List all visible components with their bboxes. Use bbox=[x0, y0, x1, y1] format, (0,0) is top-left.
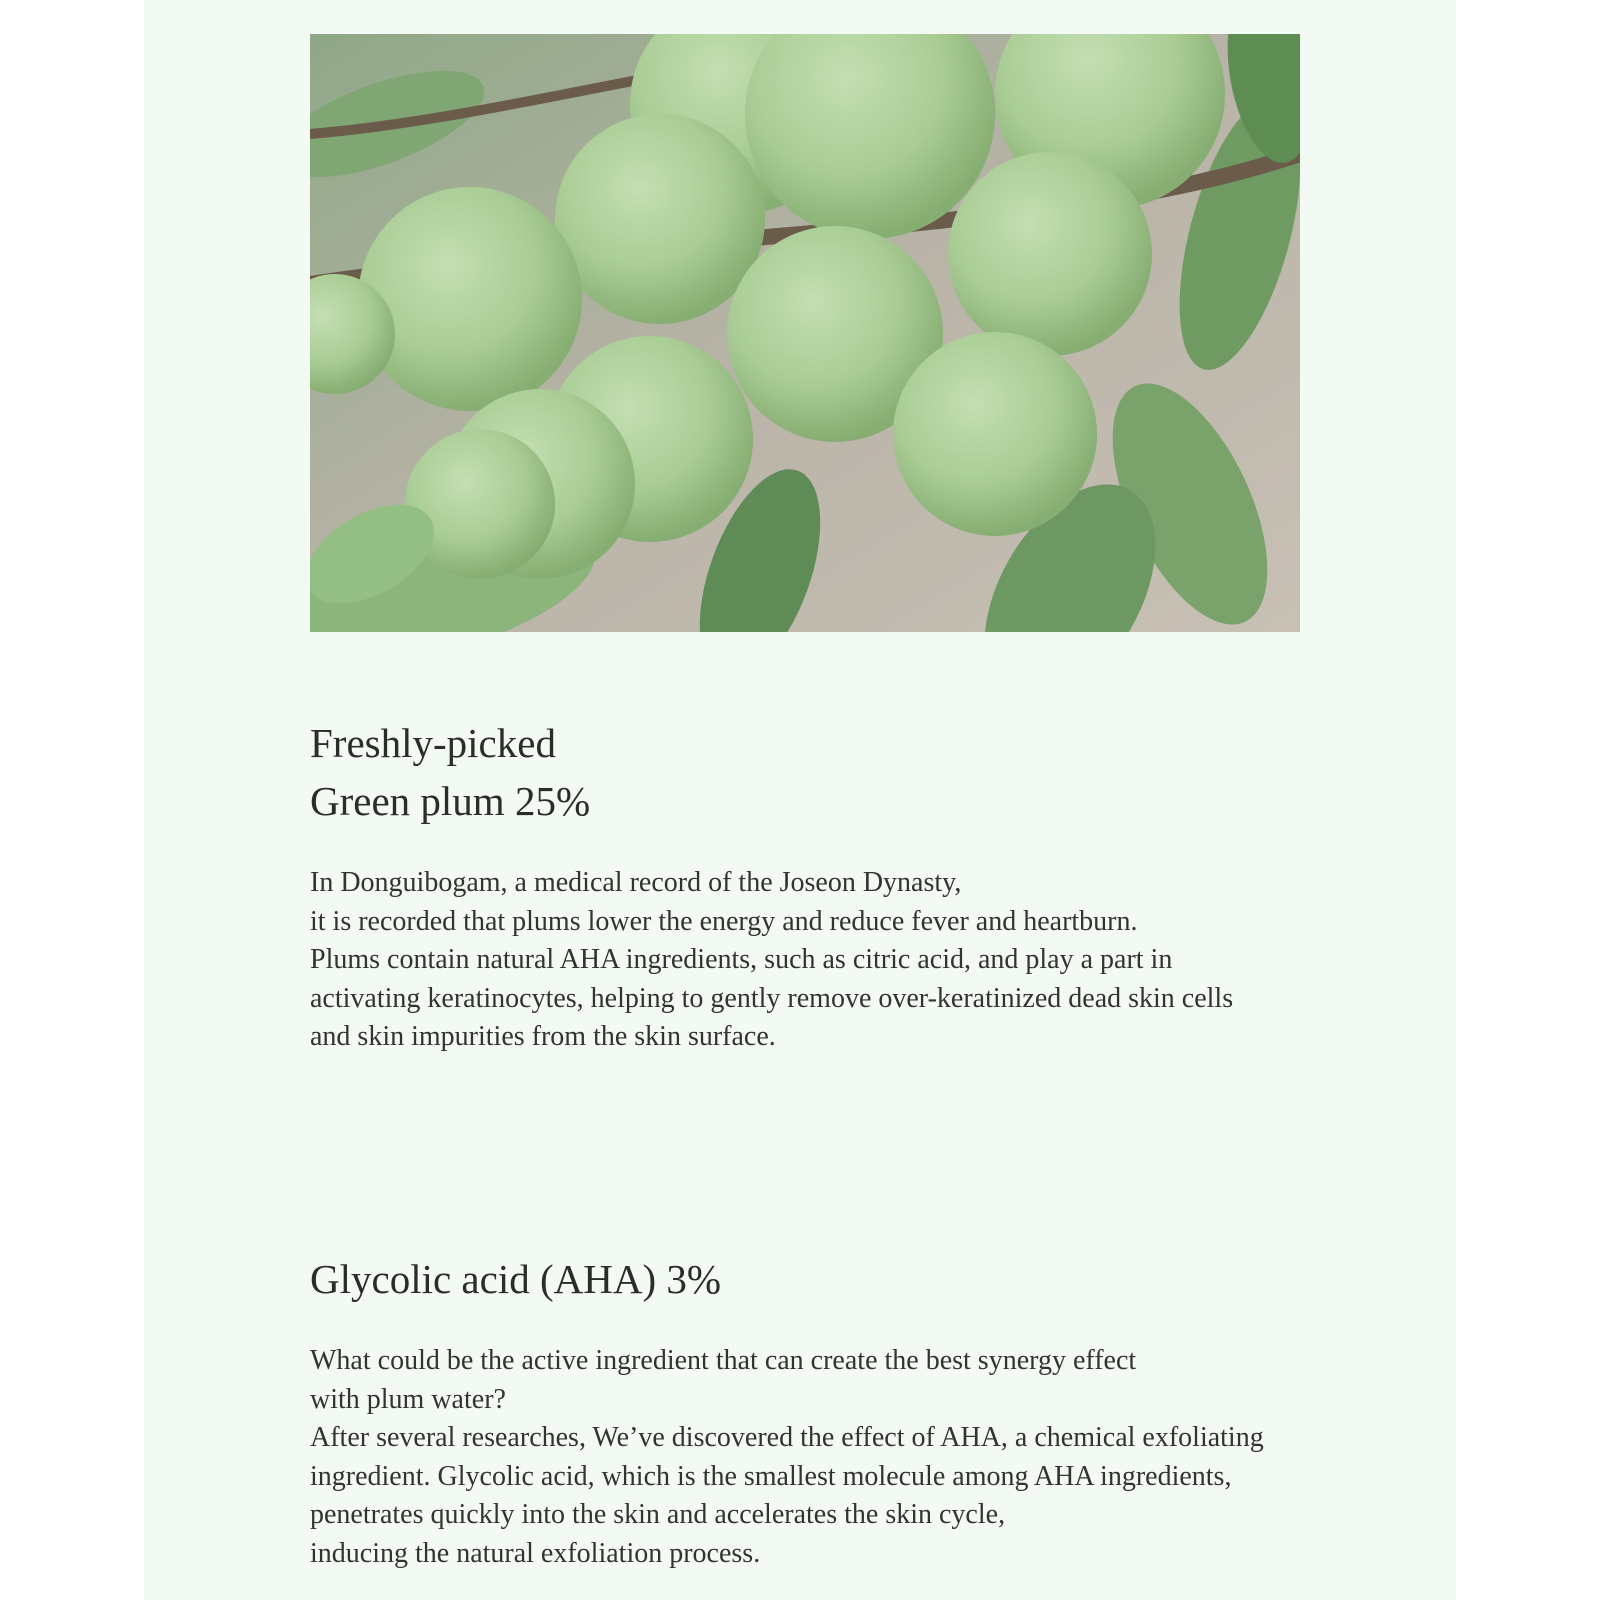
green-plum-illustration bbox=[310, 34, 1300, 632]
green-plum-section bbox=[310, 714, 1320, 830]
glycolic-acid-section bbox=[310, 1250, 1320, 1308]
paragraph-line: After several researches, We’ve discovered the effect of AHA, a chemical exfoliating bbox=[310, 1422, 1264, 1453]
glycolic-acid-description bbox=[310, 1342, 1320, 1573]
heading-line: Green plum 25% bbox=[310, 778, 591, 824]
paragraph-line: What could be the active ingredient that can create the best synergy effect bbox=[310, 1345, 1137, 1376]
green-plum-heading bbox=[310, 714, 1320, 830]
glycolic-acid-heading: Glycolic acid (AHA) 3% bbox=[310, 1256, 722, 1302]
paragraph-line: In Donguibogam, a medical record of the Joseon Dynasty, bbox=[310, 867, 962, 898]
paragraph-line: ingredient. Glycolic acid, which is the smallest molecule among AHA ingredients, bbox=[310, 1460, 1232, 1492]
green-plum-photo bbox=[310, 34, 1300, 632]
heading-line: Freshly-picked bbox=[310, 720, 556, 766]
paragraph-line: it is recorded that plums lower the energy and reduce fever and heartburn. bbox=[310, 905, 1138, 937]
paragraph-line: and skin impurities from the skin surface. bbox=[310, 1021, 776, 1052]
paragraph-line: Plums contain natural AHA ingredients, such as citric acid, and play a part in bbox=[310, 944, 1173, 975]
paragraph-line: penetrates quickly into the skin and accelerates the skin cycle, bbox=[310, 1499, 1006, 1530]
paragraph-line: with plum water? bbox=[310, 1383, 506, 1415]
paragraph-line: activating keratinocytes, helping to gently remove over-keratinized dead skin cells bbox=[310, 982, 1234, 1014]
paragraph-line: inducing the natural exfoliation process. bbox=[310, 1537, 761, 1569]
green-plum-description bbox=[310, 864, 1320, 1057]
